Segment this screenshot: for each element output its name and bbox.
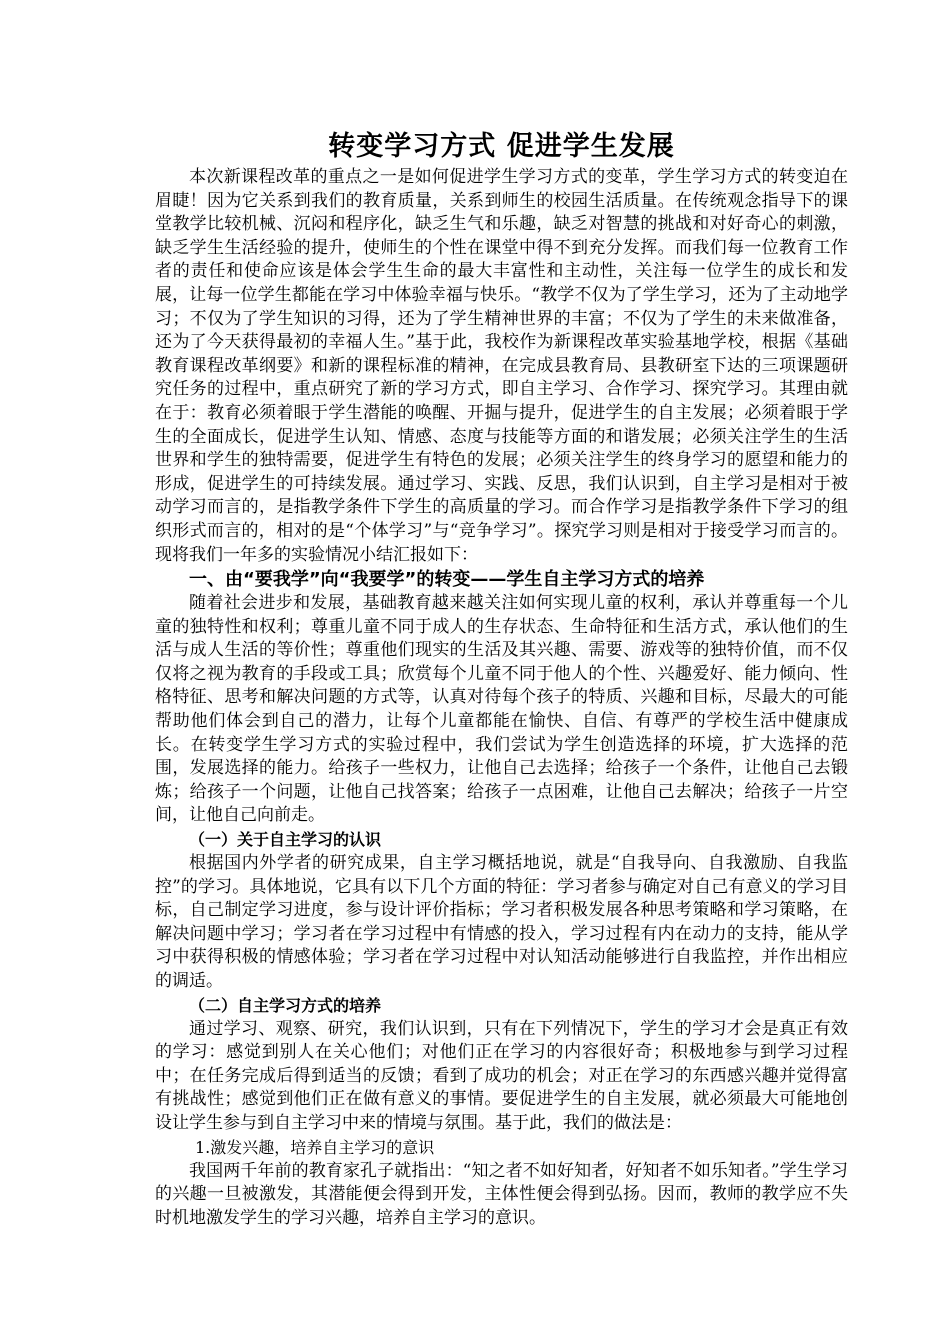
subsection1-paragraph: 根据国内外学者的研究成果，自主学习概括地说，就是“自我导向、自我激励、自我监控”的学习。具体地说，它具有以下几个方面的特征：学习者参与确定对自己有意义的学习目标，自己制定学习进度，参与设计评价指标；学习者积极发展各种思考策略和学习策略，在解决问题中学习；学习者在学习过程中有情感的投入，学习过程有内在动力的支持，能从学习中获得积极的情感体验；学习者在学习过程中对认知活动能够进行自我监控，并作出相应的调适。 <box>155 853 848 991</box>
document-page <box>155 128 848 1230</box>
item1-heading: 1.激发兴趣，培养自主学习的意识 <box>195 1137 435 1157</box>
document-title: 转变学习方式 促进学生发展 <box>328 131 675 162</box>
subsection2-paragraph: 通过学习、观察、研究，我们认识到，只有在下列情况下，学生的学习才会是真正有效的学习：感觉到别人在关心他们；对他们正在学习的内容很好奇；积极地参与到学习过程中；在任务完成后得到适当的反馈；看到了成功的机会；对正在学习的东西感兴趣并觉得富有挑战性；感觉到他们正在做有意义的事情。要促进学生的自主发展，就必须最大可能地创设让学生参与到自主学习中来的情境与氛围。基于此，我们的做法是： <box>155 1018 848 1133</box>
item1-paragraph: 我国两千年前的教育家孔子就指出：“知之者不如好知者，好知者不如乐知者。”学生学习的兴趣一旦被激发，其潜能便会得到开发，主体性便会得到弘扬。因而，教师的教学应不失时机地激发学生的学习兴趣，培养自主学习的意识。 <box>155 1160 848 1228</box>
subsection1-heading: （一）关于自主学习的认识 <box>189 830 382 850</box>
section1-heading: 一、由“要我学”向“我要学”的转变——学生自主学习方式的培养 <box>189 569 705 591</box>
section1-paragraph: 随着社会进步和发展，基础教育越来越关注如何实现儿童的权利，承认并尊重每一个儿童的独特性和权利；尊重儿童不同于成人的生存状态、生命特征和生活方式，承认他们的生活与成人生活的等价性；尊重他们现实的生活及其兴趣、需要、游戏等的独特价值，而不仅仅将之视为教育的手段或工具；欣赏每个儿童不同于他人的个性、兴趣爱好、能力倾向、性格特征、思考和解决问题的方式等，认真对待每个孩子的特质、兴趣和目标，尽最大的可能帮助他们体会到自己的潜力，让每个儿童都能在愉快、自信、有尊严的学校生活中健康成长。在转变学生学习方式的实验过程中，我们尝试为学生创造选择的环境，扩大选择的范围，发展选择的能力。给孩子一些权力，让他自己去选择；给孩子一个条件，让他自己去锻炼；给孩子一个问题，让他自己找答案；给孩子一点困难，让他自己去解决；给孩子一片空间，让他自己向前走。 <box>155 593 848 826</box>
intro-paragraph: 本次新课程改革的重点之一是如何促进学生学习方式的变革，学生学习方式的转变迫在眉睫！因为它关系到我们的教育质量，关系到师生的校园生活质量。在传统观念指导下的课堂教学比较机械、沉闷和程序化，缺乏生气和乐趣，缺乏对智慧的挑战和对好奇心的刺激，缺乏学生生活经验的提升，使师生的个性在课堂中得不到充分发挥。而我们每一位教育工作者的责任和使命应该是体会学生生命的最大丰富性和主动性，关注每一位学生的成长和发展，让每一位学生都能在学习中体验幸福与快乐。“教学不仅为了学生学习，还为了主动地学习；不仅为了学生知识的习得，还为了学生精神世界的丰富；不仅为了学生的未来做准备，还为了今天获得最初的幸福人生。”基于此，我校作为新课程改革实验基地学校，根据《基础教育课程改革纲要》和新的课程标准的精神，在完成县教育局、县教研室下达的三项课题研究任务的过程中，重点研究了新的学习方式，即自主学习、合作学习、探究学习。其理由就在于：教育必须着眼于学生潜能的唤醒、开掘与提升，促进学生的自主发展；必须着眼于学生的全面成长，促进学生认知、情感、态度与技能等方面的和谐发展；必须关注学生的生活世界和学生的独特需要，促进学生有特色的发展；必须关注学生的终身学习的愿望和能力的形成，促进学生的可持续发展。通过学习、实践、反思，我们认识到，自主学习是相对于被动学习而言的，是指教学条件下学生的高质量的学习。而合作学习是指教学条件下学习的组织形式而言的，相对的是“个体学习”与“竞争学习”。探究学习则是相对于接受学习而言的。现将我们一年多的实验情况小结汇报如下： <box>155 167 848 565</box>
subsection2-heading: （二）自主学习方式的培养 <box>189 995 382 1015</box>
